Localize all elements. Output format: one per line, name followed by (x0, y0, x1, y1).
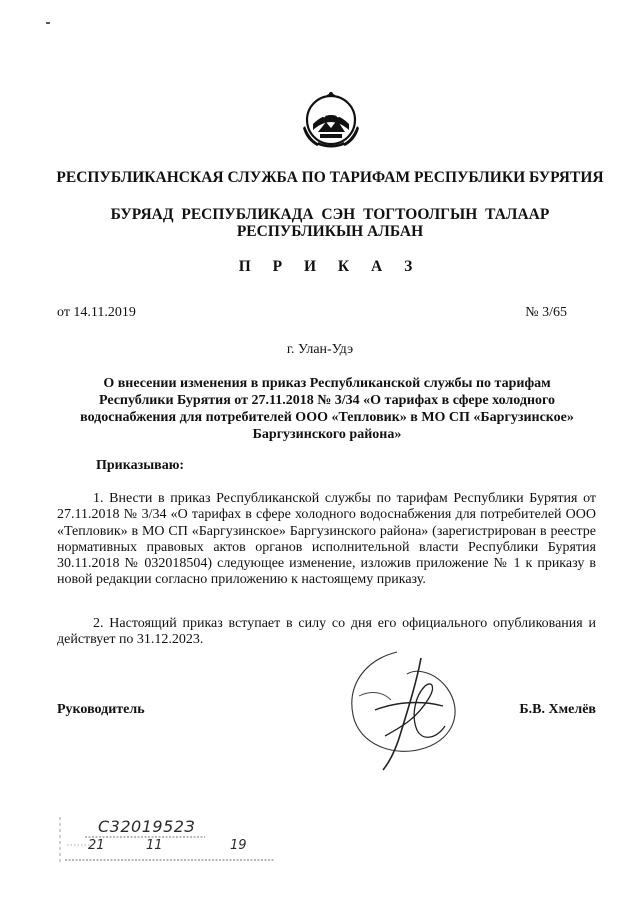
order-subject-line: водоснабжения для потребителей ООО «Тепловик» в МО СП «Баргузинское» (80, 410, 574, 425)
order-subject (60, 375, 594, 443)
decree-word: Приказываю: (96, 458, 185, 473)
order-date: от 14.11.2019 (57, 305, 136, 320)
signatory-name: Б.В. Хмелёв (519, 702, 596, 717)
registration-month: 11 (146, 838, 163, 853)
issuing-authority-title: РЕСПУБЛИКАНСКАЯ СЛУЖБА ПО ТАРИФАМ РЕСПУБЛИКИ БУРЯТИЯ (56, 169, 604, 186)
registration-year: 19 (230, 838, 247, 853)
buryat-authority-title-line2: РЕСПУБЛИКЫН АЛБАН (236, 223, 424, 240)
order-paragraph-2: 2. Настоящий приказ вступает в силу со дня его официального опубликования и действует по 31.12.2023. (57, 616, 596, 648)
order-paragraph-1: 1. Внести в приказ Республиканской службы по тарифам Республики Бурятия от 27.11.2018 № 3/34 «О тарифах в сфере холодного водоснабжения для потребителей ООО «Тепловик» в МО СП «Баргузинское» Баргузинского района» (зарегистрирован в реестре нормативных правовых актов органов исполнительной власти Республики Бурятия 30.11.2018 № 032018504) следующее изменение, изложив приложение № 1 к приказу в новой редакции согласно приложению к настоящему приказу. (57, 491, 596, 588)
order-subject-line: Республики Бурятия от 27.11.2018 № 3/34 «О тарифах в сфере холодного (98, 393, 556, 408)
handwritten-signature (325, 640, 475, 775)
coat-of-arms-emblem (300, 88, 362, 148)
order-subject-line: О внесении изменения в приказ Республиканской службы по тарифам (103, 376, 551, 391)
order-number: № 3/65 (525, 305, 567, 320)
order-city: г. Улан-Удэ (286, 342, 354, 357)
registration-code: С3201952З (98, 817, 196, 836)
document-type-heading: П Р И К А З (238, 258, 422, 275)
signatory-title: Руководитель (57, 702, 145, 717)
scan-speck (46, 22, 50, 24)
order-subject-line: Баргузинского района» (252, 427, 402, 442)
buryat-authority-title-line1: БУРЯАД РЕСПУБЛИКАДА СЭН ТОГТООЛГЫН ТАЛААР (110, 206, 550, 223)
registration-day: 21 (88, 838, 105, 853)
